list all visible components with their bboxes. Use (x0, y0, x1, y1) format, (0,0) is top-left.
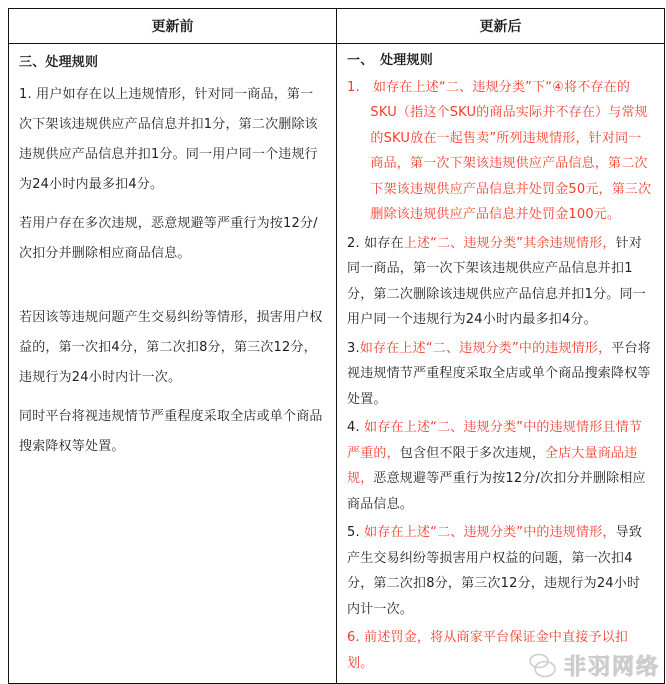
body-row (9, 44, 665, 684)
after-section-title (347, 48, 653, 74)
before-cell (9, 44, 337, 684)
text-segment: 4. (347, 420, 365, 435)
changed-text-segment: 1. 如存在上述“二、违规分类”下“④将不存在的SKU（指这个SKU的商品实际并不存在）与常规的SKU放在一起售卖”所列违规情形，针对同一商品，第一次下架该违规供应产品信息，第二次下架该违规供应产品信息并处罚金50元，第三次删除该违规供应产品信息并处罚金100元。 (347, 79, 652, 222)
text-segment: 包含但不限于多次违规， (399, 445, 546, 461)
column-header-before: 更新前 (9, 9, 337, 44)
after-rule-1 (347, 75, 653, 228)
changed-text-segment: 全店大量商品违规， (347, 445, 638, 486)
text-segment: 3. (347, 340, 360, 356)
after-content (347, 48, 653, 676)
text-segment: 若因该等违规问题产生交易纠纷等情形，损害用户权益的，第一次扣4分，第二次扣8分，第三次12分，违规行为24小时内计一次。 (19, 310, 323, 385)
text-segment: 平台将视违规情节严重程度采取全店或单个商品搜索降权等处置。 (347, 340, 651, 407)
before-content (19, 48, 325, 462)
text-segment: 5. (347, 525, 365, 540)
text-segment: 针对同一商品，第一次下架该违规供应产品信息并扣1分，第二次删除该违规供应产品信息并扣1分。同一用户同一个违规行为24小时内最多扣4分。 (347, 235, 646, 327)
column-header-after: 更新后 (337, 9, 665, 44)
after-rule-5 (347, 520, 653, 622)
changed-text-segment: 6. 前述罚金，将从商家平台保证金中直接予以扣划。 (347, 630, 629, 671)
watermark-text: 非羽网络 (563, 655, 660, 680)
text-segment: 三、处理规则 (19, 55, 99, 70)
before-rule-1 (19, 80, 325, 200)
after-rule-6 (347, 625, 653, 676)
before-rule-3 (19, 303, 325, 393)
changed-text-segment: 如存在上述“二、违规分类”中的违规情形， (359, 340, 612, 356)
text-segment: 1. 用户如存在以上违规情形，针对同一商品，第一次下架该违规供应产品信息并扣1分，第二次删除该违规供应产品信息并扣1分。同一用户同一个违规行为24小时内最多扣4分。 (19, 87, 318, 192)
text-segment: 导致产生交易纠纷等损害用户权益的问题，第一次扣4分，第二次扣8分，第三次12分，违规行为24小时内计一次。 (347, 525, 643, 617)
after-rule-4 (347, 415, 653, 517)
before-rule-4 (19, 402, 325, 462)
comparison-table (8, 8, 665, 684)
text-segment: 2. 如存在 (347, 235, 404, 251)
changed-text-segment: 上述“二、违规分类”其余违规情形， (403, 235, 616, 251)
before-section-title (19, 48, 325, 78)
changed-text-segment: 如存在上述“二、违规分类”中的违规情形， (364, 525, 616, 540)
text-segment: 若用户存在多次违规，恶意规避等严重行为按12分/次扣分并删除相应商品信息。 (19, 216, 318, 261)
text-segment: 同时平台将视违规情节严重程度采取全店或单个商品搜索降权等处置。 (19, 409, 323, 454)
after-rule-3 (347, 336, 653, 413)
changed-text-segment: 如存在上述“二、违规分类”中的违规情形且情节严重的， (347, 420, 643, 461)
text-segment: 恶意规避等严重行为按12分/次扣分并删除相应商品信息。 (347, 471, 646, 512)
before-rule-2 (19, 209, 325, 269)
after-cell (337, 44, 665, 684)
after-rule-2 (347, 231, 653, 333)
header-row (9, 9, 665, 44)
text-segment: 一、 处理规则 (347, 53, 433, 68)
